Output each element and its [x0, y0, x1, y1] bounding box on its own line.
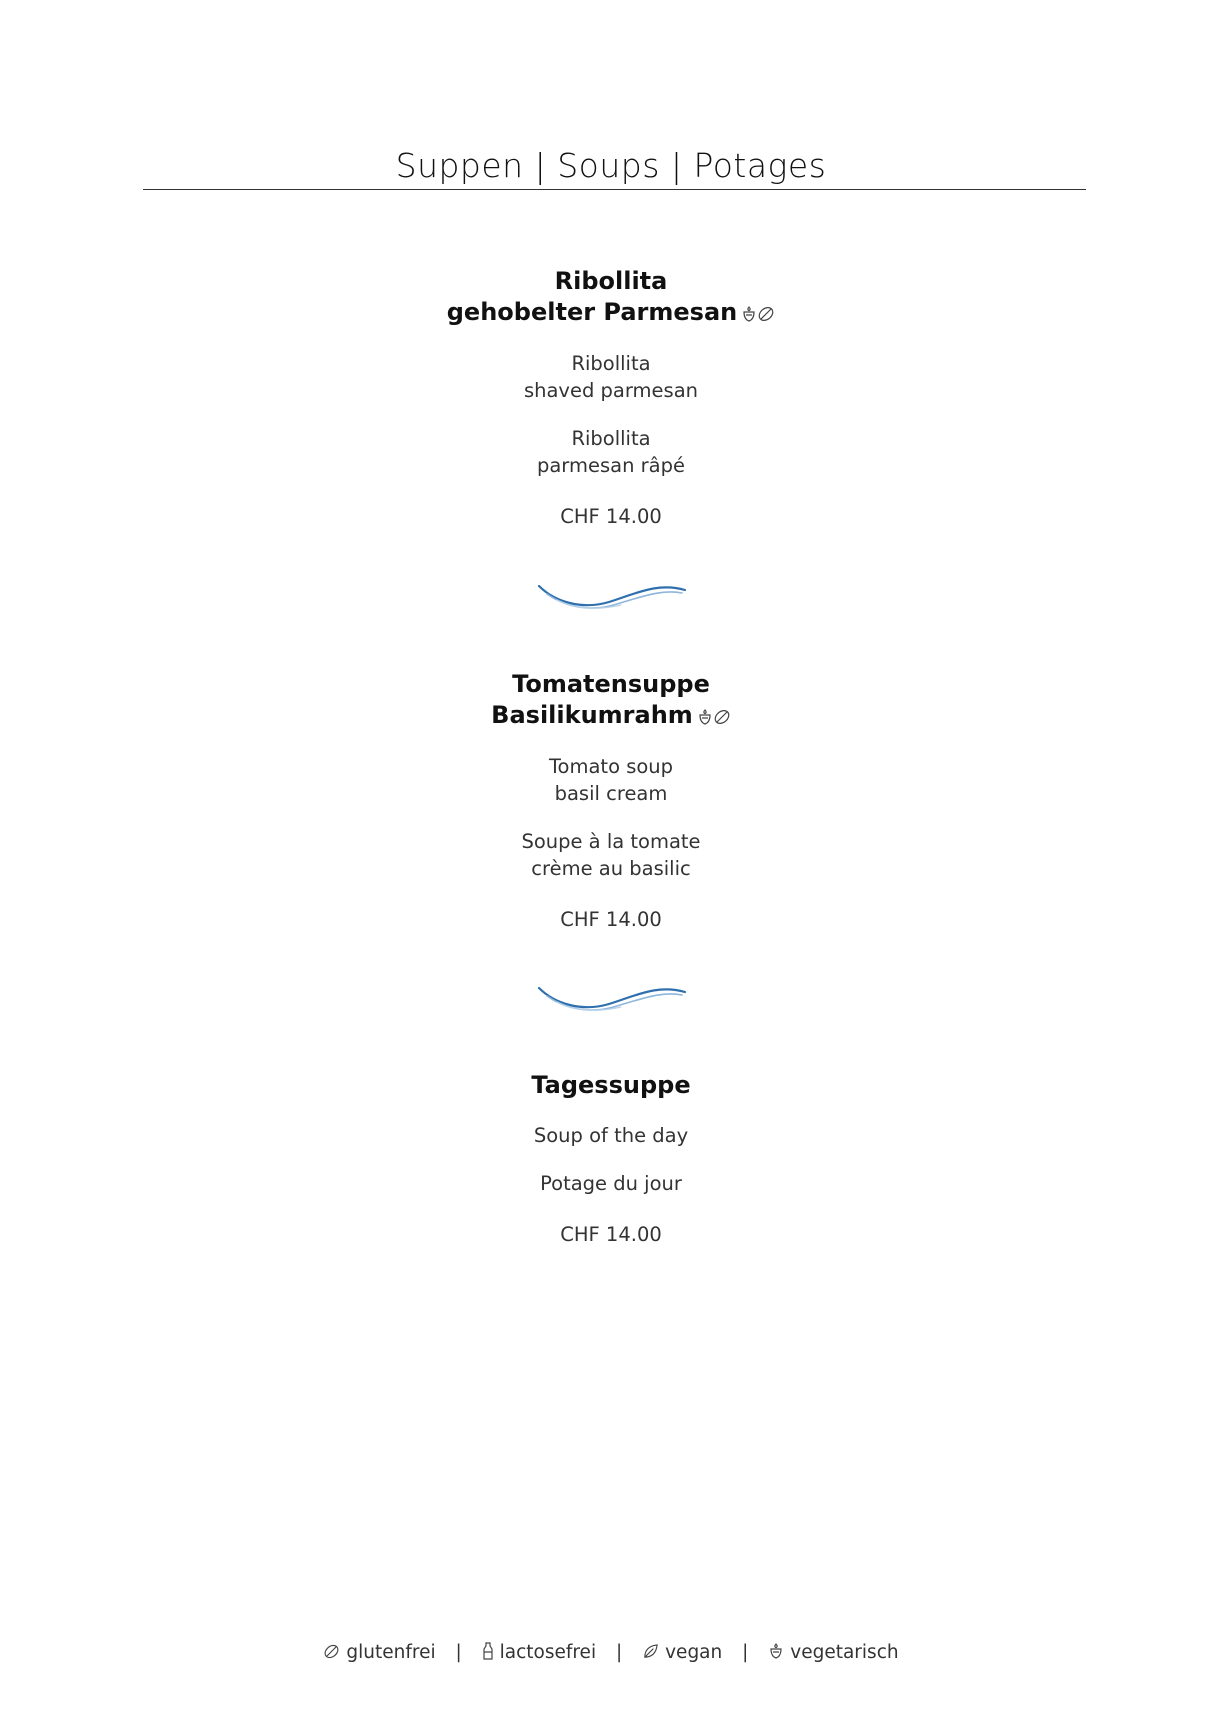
dish-name-de: [0, 669, 1222, 732]
menu-item-tagessuppe: [0, 1070, 1222, 1248]
dish-name-line1: Ribollita: [554, 267, 668, 295]
dish-name-line2: [0, 700, 1222, 732]
desc-en-line2: shaved parmesan: [523, 378, 699, 402]
description-fr: [0, 1170, 1222, 1197]
price: CHF 14.00: [560, 504, 662, 528]
legend-lactose-free-label: lactosefrei: [499, 1642, 597, 1663]
legend-vegetarian-label: vegetarisch: [790, 1642, 899, 1663]
dish-name-line1: Tomatensuppe: [512, 670, 710, 698]
desc-fr-line1: Ribollita: [571, 426, 651, 450]
dish-name-de: [0, 266, 1222, 329]
desc-fr-line2: parmesan râpé: [536, 453, 685, 477]
vegetarian-icon: [697, 708, 713, 726]
menu-item-ribollita: [0, 266, 1222, 530]
legend-gluten-free-label: glutenfrei: [346, 1642, 436, 1663]
legend-lactose-free: [482, 1640, 596, 1666]
legend-vegetarian: [768, 1640, 898, 1666]
gluten-free-icon: [323, 1643, 340, 1660]
diet-icons: [697, 701, 731, 732]
legend-separator: |: [455, 1642, 462, 1663]
description-en: [0, 753, 1222, 807]
dish-name-line2: [0, 297, 1222, 329]
description-fr: [0, 828, 1222, 882]
wave-divider-icon: [537, 982, 687, 1022]
dish-name-line2-text: Basilikumrahm: [491, 701, 693, 729]
description-en: [0, 350, 1222, 404]
desc-fr-line1: Potage du jour: [540, 1172, 682, 1195]
vegetarian-icon: [768, 1642, 784, 1660]
legend-separator: |: [615, 1642, 623, 1663]
description-en: [0, 1122, 1222, 1149]
desc-fr-line2: crème au basilic: [531, 856, 691, 880]
desc-fr-line1: Soupe à la tomate: [521, 829, 701, 853]
dish-name-line2-text: gehobelter Parmesan: [446, 298, 738, 326]
description-fr: [0, 425, 1222, 479]
desc-en-line1: Soup of the day: [533, 1124, 689, 1147]
legend-gluten-free: [323, 1640, 435, 1666]
dish-name-de: [0, 1070, 1222, 1101]
price: CHF 14.00: [560, 1223, 662, 1246]
milk-bottle-icon: [482, 1642, 494, 1660]
gluten-free-icon: [757, 305, 775, 323]
title-divider: [143, 189, 1086, 190]
desc-en-line1: Ribollita: [571, 351, 651, 375]
diet-legend: [0, 1640, 1222, 1666]
dish-name-line1: Tagessuppe: [531, 1071, 691, 1099]
desc-en-line2: basil cream: [554, 781, 668, 805]
page-title: Suppen | Soups | Potages: [395, 146, 827, 185]
wave-divider-icon: [537, 580, 687, 620]
diet-icons: [741, 298, 775, 329]
legend-vegan-label: vegan: [665, 1642, 723, 1663]
vegetarian-icon: [741, 305, 757, 323]
legend-vegan: [642, 1640, 722, 1666]
legend-separator: |: [742, 1642, 749, 1663]
menu-item-tomatensuppe: [0, 669, 1222, 933]
price: CHF 14.00: [560, 907, 662, 931]
leaf-icon: [642, 1643, 659, 1660]
gluten-free-icon: [713, 708, 731, 726]
desc-en-line1: Tomato soup: [548, 754, 674, 778]
